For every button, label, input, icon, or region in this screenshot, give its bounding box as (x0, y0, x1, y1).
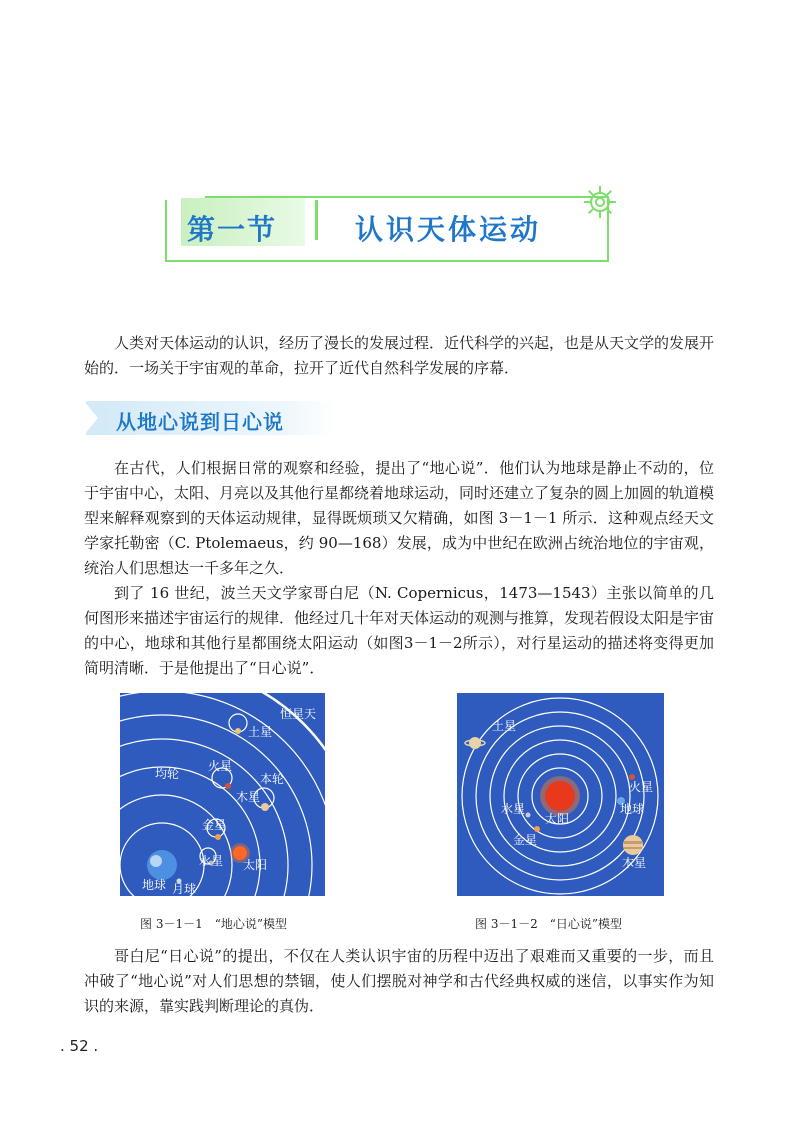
sun-disc (545, 781, 575, 811)
label-venus: 金星 (202, 818, 227, 832)
intro-text: 人类对天体运动的认识，经历了漫长的发展过程．近代科学的兴起，也是从天文学的发展开始的．一场关于宇宙观的革命，拉开了近代自然科学发展的序幕． (84, 334, 715, 377)
label-mars: 火星 (208, 759, 233, 773)
gear-icon (580, 182, 620, 222)
label-sun: 太阳 (243, 858, 268, 872)
label-moon: 月球 (172, 882, 197, 896)
label-saturn: 土星 (248, 725, 273, 739)
closing-text: 哥白尼“日心说”的提出，不仅在人类认识宇宙的历程中迈出了艰难而又重要的一步，而且冲破了“地心说”对人们思想的禁锢，使人们摆脱对神学和古代经典权威的迷信，以事实作为知识的来源，靠实践判断理论的真伪． (84, 947, 714, 1015)
body-paragraph-2: 到了 16 世纪，波兰天文学家哥白尼（N. Copernicus，1473—1543）主张以简单的几何图形来描述宇宙运行的规律．他经过几十年对天体运动的观测与推算，发现若假设太阳是宇宙的中心，地球和其他行星都围绕太阳运动（如图3－1－2所示），对行星运动的描述将变得更加简明清晰．于是他提出了“日心说”． (84, 584, 715, 677)
label-deferent: 本轮 (260, 772, 285, 786)
figure-geocentric (120, 693, 325, 896)
label-jupiter-helio: 木星 (622, 856, 647, 870)
section-number: 第一节 (187, 213, 278, 246)
label-epicycle: 均轮 (155, 767, 180, 781)
label-fixed-stars: 恒星天 (280, 707, 317, 721)
figure2-caption: 图 3－1－2 “日心说”模型 (475, 917, 622, 931)
label-mercury: 水星 (199, 854, 224, 868)
label-jupiter: 木星 (236, 790, 261, 804)
label-venus-helio: 金星 (513, 833, 538, 847)
subheading-notch (84, 401, 98, 435)
figure1-caption: 图 3－1－1 “地心说”模型 (140, 917, 287, 931)
chapter-title-block (165, 186, 615, 272)
closing-paragraph (84, 944, 714, 1019)
label-earth-helio: 地球 (620, 802, 645, 816)
figure-heliocentric (457, 693, 664, 896)
label-saturn-helio: 土星 (492, 719, 517, 733)
label-mars-helio: 火星 (629, 780, 654, 794)
title-divider (315, 200, 318, 240)
label-earth: 地球 (142, 878, 167, 892)
body-paragraphs (84, 456, 714, 681)
page-number: . 52 . (60, 1037, 99, 1055)
section-title: 认识天体运动 (355, 213, 542, 246)
label-sun-helio: 太阳 (545, 812, 570, 826)
subheading (86, 401, 336, 435)
subheading-text: 从地心说到日心说 (116, 410, 284, 434)
body-paragraph-1: 在古代，人们根据日常的观察和经验，提出了“地心说”．他们认为地球是静止不动的，位于宇宙中心，太阳、月亮以及其他行星都绕着地球运动，同时还建立了复杂的圆上加圆的轨道模型来解释观察到的天体运动规律，显得既烦琐又欠精确，如图 3－1－1 所示．这种观点经天文学家托勒密（C. Ptolemaeus，约 90—168）发展，成为中世纪在欧洲占统治地位的宇宙观，统治人们思想达一千多年之久． (84, 459, 715, 577)
intro-paragraph (84, 331, 714, 381)
label-mercury-helio: 水星 (501, 802, 526, 816)
